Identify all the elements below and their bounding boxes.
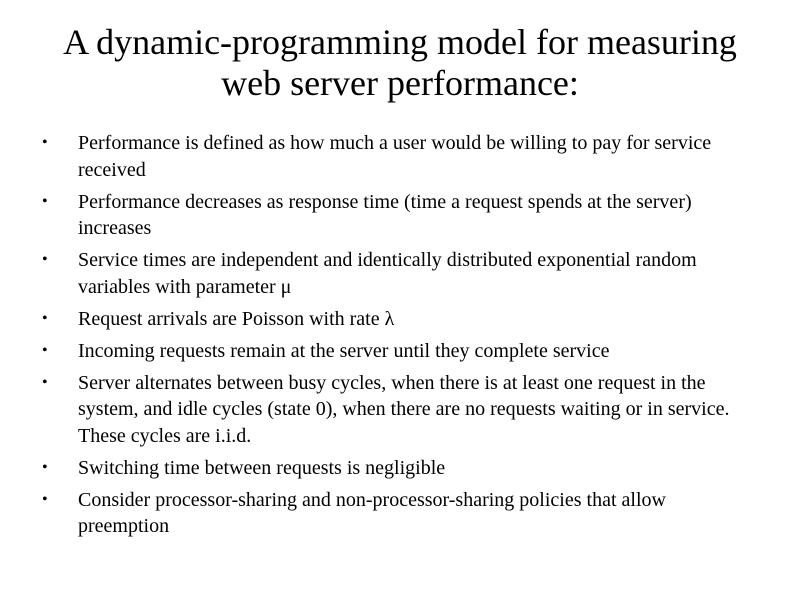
bullet-text: Consider processor-sharing and non-processor-sharing policies that allow preemption [78, 488, 666, 537]
bullet-item [40, 247, 740, 300]
bullet-dot-icon: • [42, 192, 48, 210]
bullet-item [40, 306, 740, 333]
bullet-text: Server alternates between busy cycles, when there is at least one request in the system, and idle cycles (state 0), when there are no requests waiting or in service. These cycles are i.i.d. [78, 371, 730, 447]
bullet-dot-icon: • [42, 458, 48, 476]
bullet-dot-icon: • [42, 490, 48, 508]
bullet-text: Performance is defined as how much a user would be willing to pay for service received [78, 132, 712, 181]
bullet-item [40, 338, 740, 365]
bullet-dot-icon: • [42, 134, 48, 151]
bullet-item [40, 370, 740, 450]
slide-title-line-2: web server performance: [221, 63, 579, 103]
bullet-dot-icon: • [42, 373, 48, 391]
bullet-text: Request arrivals are Poisson with rate λ [78, 307, 395, 330]
bullet-text: Incoming requests remain at the server until they complete service [78, 339, 610, 362]
bullet-dot-icon: • [42, 341, 48, 359]
bullet-item [40, 130, 740, 183]
bullet-item [40, 189, 740, 242]
bullet-dot-icon: • [42, 309, 48, 327]
bullet-text: Performance decreases as response time (time a request spends at the server) increases [78, 190, 692, 239]
bullet-list [40, 130, 740, 545]
bullet-item [40, 455, 740, 482]
bullet-text: Service times are independent and identically distributed exponential random variables with parameter μ [78, 249, 697, 298]
bullet-text: Switching time between requests is negligible [78, 456, 446, 479]
slide-title-line-1: A dynamic-programming model for measuring [63, 22, 737, 62]
bullet-dot-icon: • [42, 251, 48, 268]
bullet-item [40, 487, 740, 540]
slide-title [0, 22, 800, 104]
